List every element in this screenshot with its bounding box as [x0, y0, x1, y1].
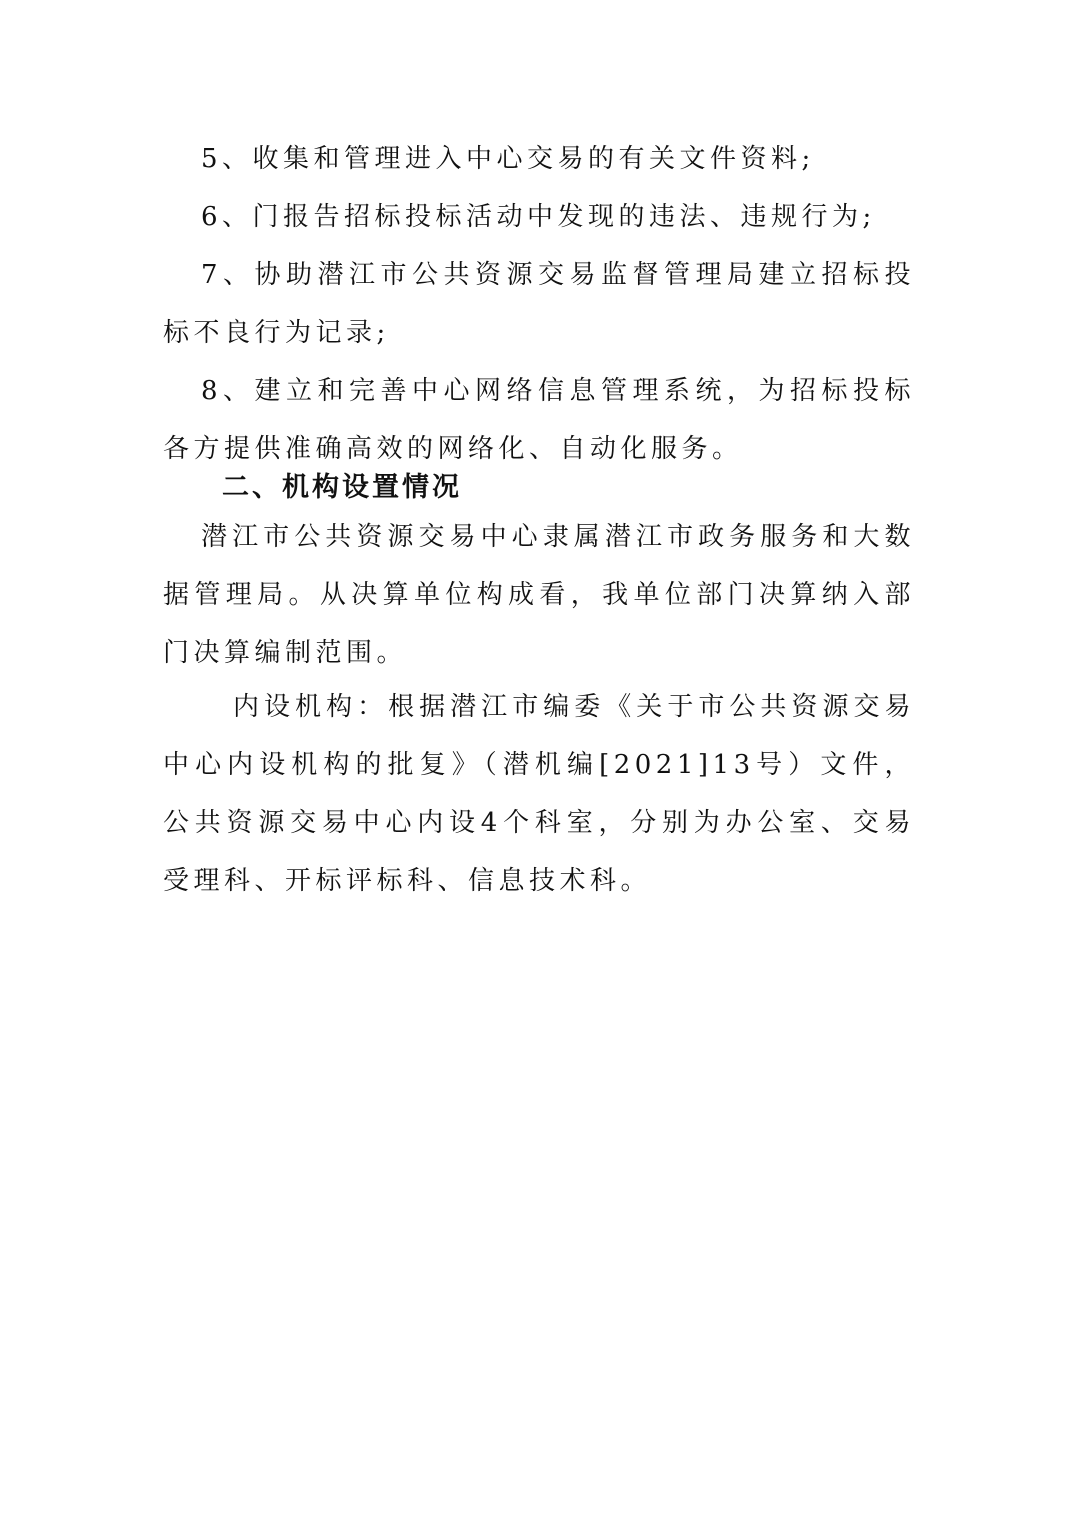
list-item-8: 8、建立和完善中心网络信息管理系统，为招标投标各方提供准确高效的网络化、自动化服务。	[163, 376, 915, 464]
paragraph-affiliation: 潜江市公共资源交易中心隶属潜江市政务服务和大数据管理局。从决算单位构成看，我单位部门决算纳入部门决算编制范围。	[163, 522, 915, 668]
list-item-5: 5、收集和管理进入中心交易的有关文件资料;	[201, 144, 815, 174]
paragraph-internal-structure: 内设机构：根据潜江市编委《关于市公共资源交易中心内设机构的批复》（潜机编[2021]13号）文件，公共资源交易中心内设4个科室，分别为办公室、交易受理科、开标评标科、信息技术科。	[163, 692, 915, 896]
list-item-7: 7、协助潜江市公共资源交易监督管理局建立招标投标不良行为记录;	[163, 260, 915, 348]
list-item-6: 6、门报告招标投标活动中发现的违法、违规行为;	[201, 202, 876, 232]
section-heading: 二、机构设置情况	[222, 472, 462, 503]
